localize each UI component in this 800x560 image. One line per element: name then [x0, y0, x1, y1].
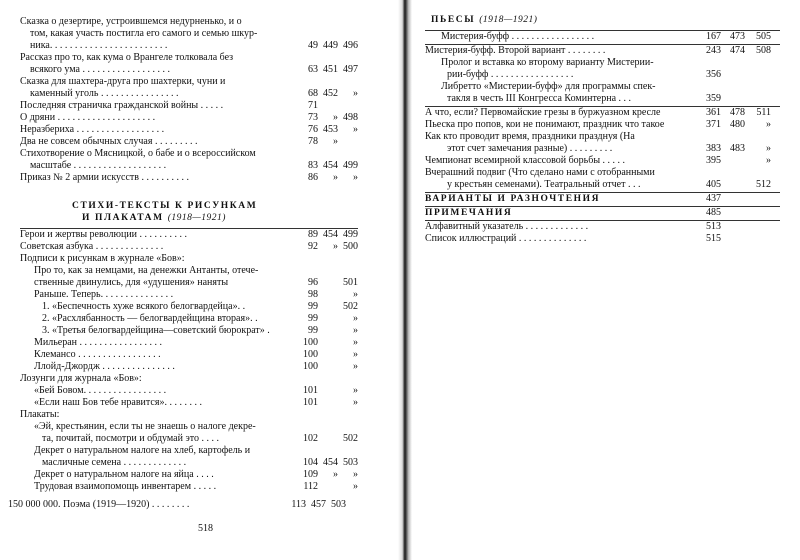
toc-entry-page-3: 512	[756, 179, 771, 190]
toc-entry-page-3: »	[353, 481, 358, 492]
toc-entry[interactable]	[20, 253, 358, 265]
toc-entry-page: 73	[308, 112, 318, 123]
toc-entry-title: Трудовая взаимопомощь инвентарем . . . . .	[34, 481, 217, 492]
toc-entry-title: Подписи к рисункам в журнале «Бов»:	[20, 253, 185, 264]
left-entries	[20, 229, 358, 493]
toc-entry-title: Мистерия-буфф. Второй вариант . . . . . . . .	[425, 45, 606, 56]
toc-entry[interactable]	[20, 76, 358, 88]
toc-entry-page: 167	[706, 31, 721, 42]
toc-entry-page-3: 497	[343, 64, 358, 75]
toc-entry-page: 99	[308, 313, 318, 324]
toc-entry-title: Как кто проводит время, праздники празднуя (На	[425, 131, 635, 142]
section-heading-line2: И ПЛАКАТАМ	[82, 213, 164, 223]
toc-entry-page: 83	[308, 160, 318, 171]
toc-entry-page: 359	[706, 93, 721, 104]
toc-entry-page-3: 505	[756, 31, 771, 42]
toc-entry-page-2: 478	[730, 107, 745, 118]
toc-entry-page-2: 480	[730, 119, 745, 130]
section-years: (1918—1921)	[167, 213, 226, 223]
toc-entry-page: 361	[706, 107, 721, 118]
toc-entry-page: 243	[706, 45, 721, 56]
toc-entry-page-3: »	[353, 325, 358, 336]
toc-entry-title: Пролог и вставка ко второму варианту Мистерии-	[441, 57, 654, 68]
toc-entry-page: 89	[308, 229, 318, 240]
toc-entry-title: такля в честь III Конгресса Коминтерна . . .	[447, 93, 632, 104]
toc-entry[interactable]	[20, 277, 358, 289]
toc-entry-title: Мильеран . . . . . . . . . . . . . . . . .	[34, 337, 163, 348]
toc-entry-page: 102	[303, 433, 318, 444]
left-top-entries	[20, 16, 358, 184]
toc-entry-title: Пьеска про попов, кои не понимают, праздник что такое	[425, 119, 665, 130]
toc-entry-page-2: 451	[323, 64, 338, 75]
toc-entry-title: всякого ума . . . . . . . . . . . . . . . . . .	[30, 64, 170, 75]
toc-entry[interactable]	[20, 172, 358, 184]
section-heading	[20, 200, 358, 212]
last-entry[interactable]	[8, 499, 346, 511]
toc-entry-page-3: »	[353, 313, 358, 324]
toc-entry-title: Стихотворение о Мясницкой, о бабе и о всероссийском	[20, 148, 256, 159]
toc-entry[interactable]	[20, 241, 358, 253]
toc-entry[interactable]	[20, 361, 358, 373]
toc-entry-page-3: 496	[343, 40, 358, 51]
toc-entry-page: 371	[706, 119, 721, 130]
toc-entry[interactable]	[20, 265, 358, 277]
toc-entry-page: 92	[308, 241, 318, 252]
toc-entry[interactable]	[425, 81, 780, 93]
toc-entry[interactable]	[20, 112, 358, 124]
toc-entry[interactable]	[20, 229, 358, 241]
toc-entry-title: Герои и жертвы революции . . . . . . . . . .	[20, 229, 188, 240]
toc-entry[interactable]	[20, 325, 358, 337]
toc-entry-title: 2. «Расхлябанность — белогвардейщина вторая». .	[42, 313, 258, 324]
plays-heading-years: (1918—1921)	[479, 15, 538, 25]
toc-entry-page: 395	[706, 155, 721, 166]
toc-entry[interactable]	[20, 469, 358, 481]
toc-entry-page-3: »	[353, 361, 358, 372]
toc-entry-page: 104	[303, 457, 318, 468]
toc-entry-title: Рассказ про то, как кума о Врангеле толковала без	[20, 52, 234, 63]
toc-entry-page-2: »	[333, 112, 338, 123]
toc-entry-page-3: »	[766, 155, 771, 166]
toc-entry[interactable]	[425, 179, 780, 191]
toc-entry-title: «Если наш Бов тебе нравится». . . . . . . .	[34, 397, 202, 408]
toc-entry-page: 100	[303, 337, 318, 348]
toc-entry-title: О дряни . . . . . . . . . . . . . . . . . . . .	[20, 112, 156, 123]
toc-entry-page: 99	[308, 301, 318, 312]
toc-entry[interactable]	[425, 155, 780, 167]
toc-entry-page: 100	[303, 349, 318, 360]
toc-entry[interactable]	[425, 143, 780, 155]
toc-entry-title: ственные двинулись, для «удушения» наняты	[34, 277, 229, 288]
toc-entry-page: 99	[308, 325, 318, 336]
toc-entry[interactable]	[425, 57, 780, 69]
toc-entry[interactable]	[20, 433, 358, 445]
toc-entry-page-3: »	[353, 397, 358, 408]
right-tail	[425, 221, 780, 245]
toc-entry-title: Чемпионат всемирной классовой борьбы . . . . .	[425, 155, 626, 166]
last-entry-page-3: 503	[331, 499, 346, 510]
toc-entry[interactable]	[20, 88, 358, 100]
toc-entry-title: масличные семена . . . . . . . . . . . . .	[42, 457, 187, 468]
toc-entry-title: Про то, как за немцами, на денежки Антанты, отече-	[34, 265, 259, 276]
toc-entry-title: Плакаты:	[20, 409, 60, 420]
toc-entry-page: 63	[308, 64, 318, 75]
right-page	[425, 0, 780, 560]
right-entries	[425, 31, 780, 191]
toc-entry-title: Декрет о натуральном налоге на хлеб, картофель и	[34, 445, 251, 456]
toc-entry-title: 1. «Беспечность хуже всякого белогвардейца». .	[42, 301, 246, 312]
toc-entry-page-2: 483	[730, 143, 745, 154]
toc-entry-title: рии-буфф . . . . . . . . . . . . . . . . .	[447, 69, 574, 80]
toc-entry-page-3: »	[353, 124, 358, 135]
toc-entry-page-2: 452	[323, 88, 338, 99]
toc-entry-page-3: 501	[343, 277, 358, 288]
toc-entry[interactable]	[20, 136, 358, 148]
toc-entry-page: 109	[303, 469, 318, 480]
toc-entry-page: 383	[706, 143, 721, 154]
toc-entry[interactable]	[20, 124, 358, 136]
last-entry-title: 150 000 000. Поэма (1919—1920) . . . . . . . .	[8, 499, 190, 510]
toc-entry-page: 76	[308, 124, 318, 135]
toc-entry-title: Раньше. Теперь. . . . . . . . . . . . . . .	[34, 289, 174, 300]
toc-entry[interactable]	[20, 160, 358, 172]
toc-entry[interactable]	[20, 313, 358, 325]
toc-entry-page-2: »	[333, 136, 338, 147]
toc-entry[interactable]	[20, 28, 358, 40]
toc-entry-title: А что, если? Первомайские грезы в буржуазном кресле	[425, 107, 661, 118]
toc-entry-title: Вчерашний подвиг (Что сделано нами с отобранными	[425, 167, 655, 178]
toc-entry-title: Советская азбука . . . . . . . . . . . . . .	[20, 241, 164, 252]
toc-entry-page: 98	[308, 289, 318, 300]
toc-entry-page-3: 499	[343, 229, 358, 240]
toc-entry[interactable]	[20, 445, 358, 457]
last-entry-page: 113	[291, 499, 306, 510]
toc-entry-page-3: »	[766, 119, 771, 130]
toc-entry[interactable]	[20, 409, 358, 421]
toc-entry-page-3: 502	[343, 301, 358, 312]
section-heading-line1: СТИХИ-ТЕКСТЫ К РИСУНКАМ	[72, 201, 258, 211]
toc-entry-title: Лозунги для журнала «Бов»:	[20, 373, 142, 384]
toc-entry-title: Приказ № 2 армии искусств . . . . . . . . . .	[20, 172, 190, 183]
toc-entry[interactable]	[20, 337, 358, 349]
toc-entry-title: у крестьян семенами). Театральный отчет . . .	[447, 179, 641, 190]
toc-entry-page: 515	[706, 233, 721, 244]
toc-entry-title: Декрет о натуральном налоге на яйца . . . .	[34, 469, 214, 480]
toc-entry-title: Клемансо . . . . . . . . . . . . . . . . .	[34, 349, 161, 360]
section-entry-page: 437	[706, 193, 721, 204]
toc-entry-page-3: 503	[343, 457, 358, 468]
toc-entry-page-3: »	[353, 349, 358, 360]
toc-entry-title: Неразбериха . . . . . . . . . . . . . . . . . .	[20, 124, 165, 135]
toc-entry-title: этот счет замечания разные) . . . . . . . . .	[447, 143, 613, 154]
toc-entry-title: та, почитай, посмотри и обдумай это . . . .	[42, 433, 219, 444]
plays-heading-title: ПЬЕСЫ	[431, 15, 476, 25]
toc-entry-page: 68	[308, 88, 318, 99]
toc-entry[interactable]	[20, 349, 358, 361]
toc-entry-page-3: 511	[756, 107, 771, 118]
toc-entry-page: 100	[303, 361, 318, 372]
section-entry[interactable]	[425, 193, 780, 205]
toc-entry-page-3: »	[353, 385, 358, 396]
toc-entry-page-3: »	[353, 469, 358, 480]
toc-entry-page-2: 449	[323, 40, 338, 51]
toc-entry-page-2: 474	[730, 45, 745, 56]
page-folio: 518	[198, 523, 213, 534]
toc-entry[interactable]	[20, 301, 358, 313]
toc-entry[interactable]	[20, 52, 358, 64]
toc-entry[interactable]	[20, 16, 358, 28]
toc-entry-title: «Эй, крестьянин, если ты не знаешь о налоге декре-	[34, 421, 256, 432]
toc-entry-page-3: »	[353, 337, 358, 348]
toc-entry-page: 49	[308, 40, 318, 51]
toc-entry-page-2: 454	[323, 229, 338, 240]
toc-entry[interactable]	[20, 40, 358, 52]
toc-entry[interactable]	[20, 457, 358, 469]
toc-entry-page-3: 498	[343, 112, 358, 123]
toc-entry-title: Сказка о дезертире, устроившемся недурненько, и о	[20, 16, 242, 27]
toc-entry-page: 513	[706, 221, 721, 232]
toc-entry[interactable]	[425, 69, 780, 81]
toc-entry[interactable]	[20, 100, 358, 112]
toc-entry-page-2: 473	[730, 31, 745, 42]
toc-entry-page-2: »	[333, 469, 338, 480]
plays-heading	[425, 14, 780, 26]
toc-entry-title: Список иллюстраций . . . . . . . . . . . . . .	[425, 233, 587, 244]
toc-entry[interactable]	[425, 221, 780, 233]
section-heading-2	[20, 212, 358, 224]
toc-entry-title: Либретто «Мистерии-буфф» для программы спек-	[441, 81, 656, 92]
toc-entry-page-3: »	[353, 88, 358, 99]
last-entry-page-2: 457	[311, 499, 326, 510]
toc-entry[interactable]	[425, 131, 780, 143]
section-entry-page: 485	[706, 207, 721, 218]
section-entry-title: ВАРИАНТЫ И РАЗНОЧТЕНИЯ	[425, 194, 601, 204]
toc-entry[interactable]	[425, 119, 780, 131]
left-page	[8, 0, 358, 560]
toc-entry[interactable]	[20, 385, 358, 397]
toc-entry[interactable]	[425, 233, 780, 245]
book-spine	[398, 0, 412, 560]
toc-entry-title: Мистерия-буфф . . . . . . . . . . . . . . . . .	[441, 31, 595, 42]
section-entry[interactable]	[425, 207, 780, 219]
toc-entry-page-2: 453	[323, 124, 338, 135]
toc-entry-page-2: 454	[323, 160, 338, 171]
toc-entry[interactable]	[20, 289, 358, 301]
toc-entry[interactable]	[20, 64, 358, 76]
toc-entry[interactable]	[20, 148, 358, 160]
toc-entry-page-3: »	[353, 289, 358, 300]
toc-entry-page: 96	[308, 277, 318, 288]
toc-entry-page-2: 454	[323, 457, 338, 468]
toc-entry-page: 78	[308, 136, 318, 147]
toc-entry-title: Алфавитный указатель . . . . . . . . . . . . .	[425, 221, 589, 232]
toc-entry[interactable]	[20, 373, 358, 385]
toc-entry-title: Сказка для шахтера-друга про шахтерки, чуни и	[20, 76, 226, 87]
toc-entry-title: Последняя страничка гражданской войны . . . . .	[20, 100, 224, 111]
toc-entry[interactable]	[20, 481, 358, 493]
toc-entry[interactable]	[425, 107, 780, 119]
toc-entry-page: 71	[308, 100, 318, 111]
toc-entry-page-2: »	[333, 172, 338, 183]
section-entry-title: ПРИМЕЧАНИЯ	[425, 208, 513, 218]
toc-entry-page-3: 502	[343, 433, 358, 444]
toc-entry-page-3: »	[766, 143, 771, 154]
toc-entry-page-3: »	[353, 172, 358, 183]
toc-entry[interactable]	[20, 421, 358, 433]
toc-entry-page-3: 499	[343, 160, 358, 171]
toc-entry[interactable]	[425, 31, 780, 43]
toc-entry[interactable]	[425, 45, 780, 57]
toc-entry-title: ника. . . . . . . . . . . . . . . . . . . . . . . .	[30, 40, 168, 51]
toc-entry-page: 101	[303, 397, 318, 408]
toc-entry-page: 101	[303, 385, 318, 396]
toc-entry-title: 3. «Третья белогвардейщина—советский бюрократ» .	[42, 325, 270, 336]
toc-entry-title: Ллойд-Джордж . . . . . . . . . . . . . . .	[34, 361, 175, 372]
toc-entry[interactable]	[425, 167, 780, 179]
toc-entry-page: 86	[308, 172, 318, 183]
toc-entry-title: «Бей Бовом. . . . . . . . . . . . . . . . .	[34, 385, 167, 396]
toc-entry-page-2: »	[333, 241, 338, 252]
toc-entry-title: Два не совсем обычных случая . . . . . . . . .	[20, 136, 198, 147]
toc-entry-page-3: 508	[756, 45, 771, 56]
toc-entry[interactable]	[425, 93, 780, 105]
toc-entry-page: 405	[706, 179, 721, 190]
toc-entry-page: 112	[303, 481, 318, 492]
toc-entry[interactable]	[20, 397, 358, 409]
right-sections	[425, 193, 780, 221]
toc-entry-title: масштабе . . . . . . . . . . . . . . . . . . .	[30, 160, 167, 171]
toc-entry-title: каменный уголь . . . . . . . . . . . . . . . .	[30, 88, 179, 99]
toc-entry-page: 356	[706, 69, 721, 80]
toc-entry-title: том, какая участь постигла его самого и семью шкур-	[30, 28, 258, 39]
toc-entry-page-3: 500	[343, 241, 358, 252]
